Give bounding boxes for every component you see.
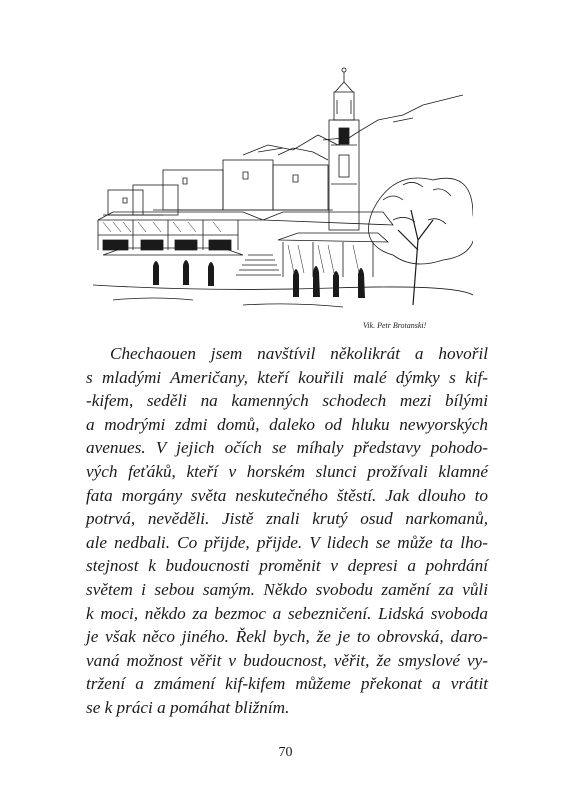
text-line: -kifem, seděli na kamenných schodech mezi bílými <box>86 391 488 411</box>
text-line: potrvá, nevěděli. Jistě znali krutý osud narkomanů, <box>86 509 488 529</box>
page-number: 70 <box>278 745 293 760</box>
text-line: světem i sebou samým. Někdo svobodu zamění za vůli <box>86 579 488 599</box>
text-line: fata morgány světa neskutečného štěstí. Jak dlouho to <box>86 485 488 505</box>
text-line: vaná možnost věřit v budoucnost, věřit, že smyslové vy- <box>86 650 488 670</box>
town-sketch-illustration <box>93 60 473 335</box>
body-paragraph <box>86 342 488 720</box>
tree <box>369 178 474 305</box>
artist-signature: Vik. Petr Brotanski! <box>363 321 427 330</box>
text-line: k moci, někdo za bezmoc a sebezničení. Lidská svoboda <box>86 603 488 623</box>
houses <box>103 148 333 215</box>
minaret <box>329 68 359 230</box>
text-line: ale nedbali. Co přijde, přijde. V lidech se může ta lho- <box>86 532 488 552</box>
text-line: Chechaouen jsem navštívil několikrát a hovořil <box>110 344 488 363</box>
text-line: s mladými Američany, kteří kouřili malé dýmky s kif- <box>86 367 488 387</box>
text-line: avenues. V jejich očích se míhaly představy pohodo- <box>86 438 488 458</box>
figures <box>153 260 365 298</box>
text-line: vých feťáků, kteří v horském slunci prožívali klamné <box>86 461 488 481</box>
text-line: stejnost k budoucnosti proměnit v depresi a pohrdání <box>86 556 488 576</box>
text-line: je však něco jiného. Řekl bych, že je to obrovská, daro- <box>86 627 488 647</box>
ground-line <box>93 285 473 295</box>
mountain-ridge <box>243 95 463 155</box>
text-line: tržení a zmámení kif-kifem můžeme překonat a vrátit <box>86 674 488 694</box>
text-line: a modrými zdmi domů, daleko od hluku newyorských <box>86 414 488 434</box>
steps <box>236 255 281 275</box>
arcade-row <box>98 212 393 277</box>
text-line: se k práci a pomáhat bližním. <box>86 697 290 717</box>
